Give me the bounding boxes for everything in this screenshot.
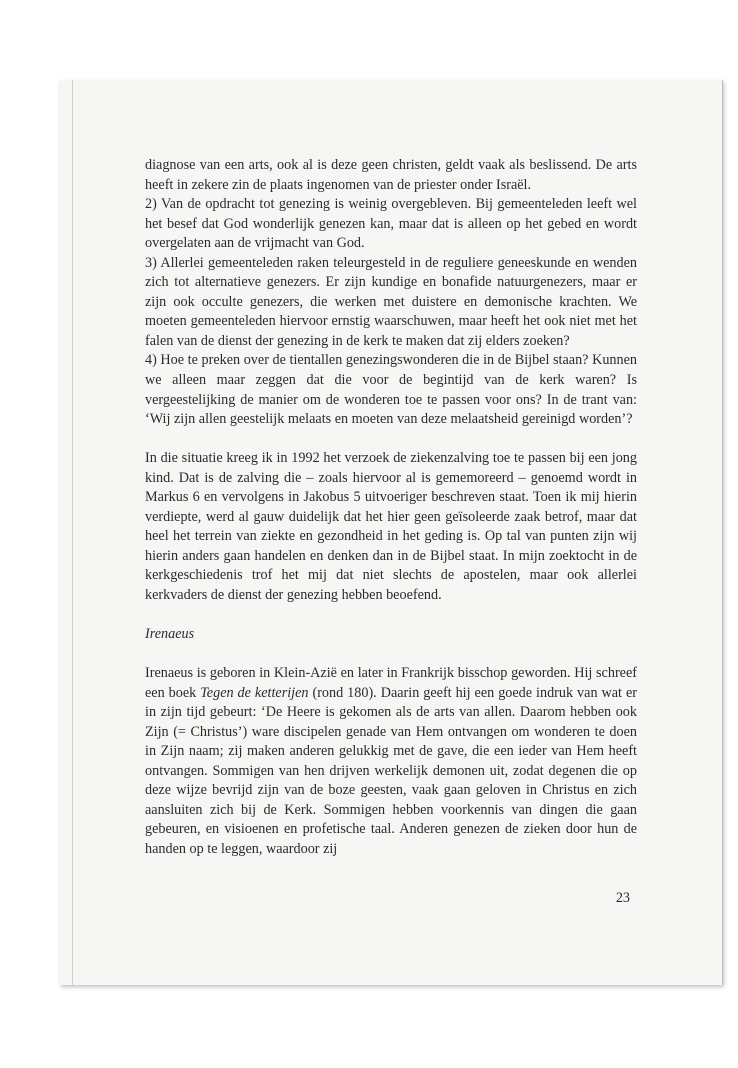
body-text xyxy=(145,156,637,860)
paragraph-point-4: 4) Hoe te preken over de tientallen genezingswonderen die in de Bijbel staan? Kunnen we alleen maar zeggen dat die voor de begintijd van de kerk waren? Is vergeestelijking de manier om de wonderen toe te passen voor ons? In de trant van: ‘Wij zijn allen geestelijk melaats en moeten van deze melaatsheid gereinigd worden’? xyxy=(145,352,637,428)
book-page xyxy=(60,80,723,985)
paragraph-gap xyxy=(145,430,637,450)
paragraph-gap xyxy=(145,606,637,626)
page-number: 23 xyxy=(615,890,630,906)
paragraph-irenaeus xyxy=(145,664,637,859)
irenaeus-text-start: Irenaeus is geboren in Klein-Azië en later in Frankrijk bisschop geworden. Hij schreef een boek xyxy=(145,665,637,701)
book-title: Tegen de ketterijen xyxy=(200,684,309,701)
paragraph-point-3: 3) Allerlei gemeenteleden raken teleurgesteld in de reguliere geneeskunde en wenden zich tot alternatieve genezers. Er zijn kundige en bonafide natuurgenezers, maar er zijn ook occulte genezers, die werken met duistere en demonische krachten. We moeten gemeenteleden hiervoor ernstig waarschuwen, maar heeft het ook niet met het falen van de dienst der genezing in de kerk te maken dat zij elders zoeken? xyxy=(145,254,637,349)
paragraph-situation: In die situatie kreeg ik in 1992 het verzoek de ziekenzalving toe te passen bij een jong kind. Dat is de zalving die – zoals hiervoor al is gememoreerd – genoemd wordt in Markus 6 en vervolgens in Jakobus 5 uitvoeriger beschreven staat. Toen ik mij hierin verdiepte, werd al gauw duidelijk dat het hier geen geïsoleerde zaak betrof, maar dat heel het terrein van ziekte en gezondheid in het geding is. Op tal van punten zijn wij hierin anders gaan handelen en denken dan in de Bijbel staat. In mijn zoektocht in de kerkgeschiedenis trof het mij dat niet slechts de apostelen, maar ook allerlei kerkvaders de dienst der genezing hebben beoefend. xyxy=(145,450,637,603)
irenaeus-text-rest: (rond 180). Daarin geeft hij een goede indruk van wat er in zijn tijd gebeurt: ‘De Heere is gekomen als de arts van allen. Daarom hebben ook Zijn (= Christus’) ware discipelen genade van Hem ontvangen om wonderen te doen in Zijn naam; zij maken anderen gelukkig met de gave, die een ieder van Hem heeft ontvangen. Sommigen van hen drijven werkelijk demonen uit, zodat degenen die op deze wijze bevrijd zijn van de boze geesten, vaak gaan geloven in Christus en zich aansluiten zich bij de Kerk. Sommigen hebben voorkennis van dingen die gaan gebeuren, en visioenen en profetische taal. Anderen genezen de zieken door hun de handen op te leggen, waardoor zij xyxy=(145,684,637,857)
paragraph-diagnose: diagnose van een arts, ook al is deze geen christen, geldt vaak als beslissend. De arts heeft in zekere zin de plaats ingenomen van de priester onder Israël. xyxy=(145,157,637,193)
paragraph-gap xyxy=(145,645,637,665)
paragraph-point-2: 2) Van de opdracht tot genezing is weinig overgebleven. Bij gemeenteleden leeft wel het besef dat God wonderlijk genezen kan, maar dat is alleen op het gebed en wordt overgelaten aan de vrijmacht van God. xyxy=(145,196,637,252)
section-heading: Irenaeus xyxy=(145,626,195,643)
